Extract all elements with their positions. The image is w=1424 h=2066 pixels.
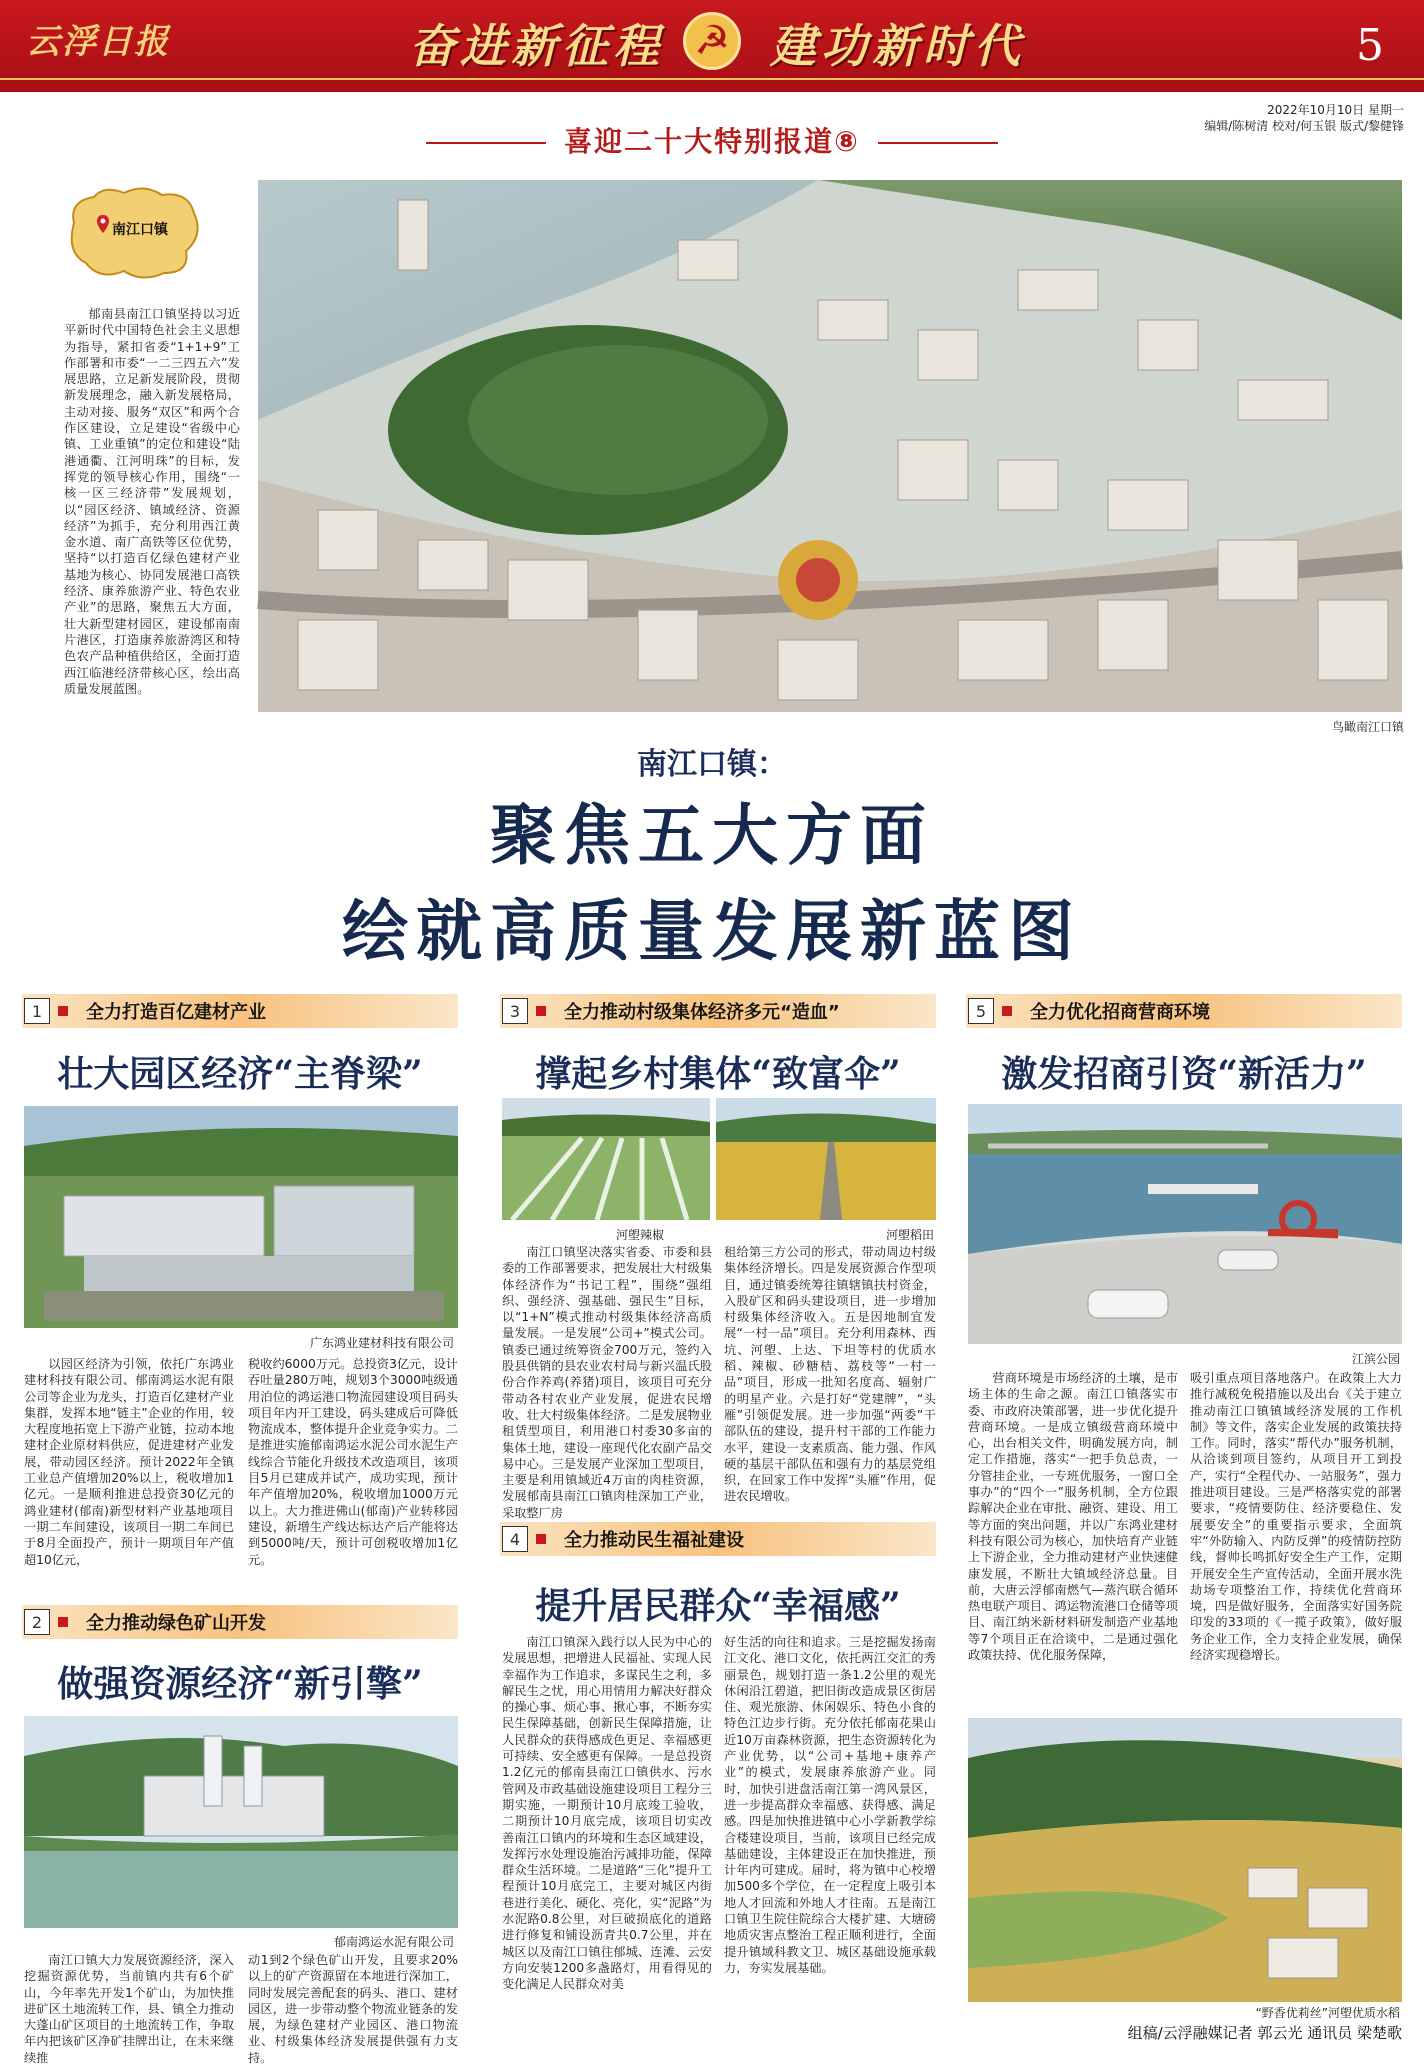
marker-icon [536,1534,546,1544]
hammer-sickle-icon: ☭ [683,12,741,70]
marker-icon [58,1617,68,1627]
section-3-text-a: 南江口镇坚决落实省委、市委和县委的工作部署要求，把发展壮大村级集体经济作为“书记工程”，围绕“强组织、强经济、强基础、强民生”目标，以“1+N”模式推动村级集体经济高质量发展。一是发展“公司+”模式公司。镇委已通过统筹资金700万元，签约入股县供销的县农业农村局与新兴温氏股份合作养鸡(养猪)项目，该项目可充分带动各村农业产业发展，促进农民增收、壮大村级集体经济。二是发展物业租赁型项目，利用港口村委30多亩的集体土地，建设一座现代化农副产品交易中心。三是发展产业深加工型项目，主要是利用镇域近4万亩的肉桂资源，发展郁南县南江口镇肉桂深加工产业，采取整厂房 [502,1245,712,1520]
section-2-text-a: 南江口镇大力发展资源经济，深入挖掘资源优势，当前镇内共有6个矿山，今年率先开发1个矿山，为加快推进矿区土地流转工作，县、镇全力推动大蓬山矿区项目的土地流转工作，争取年内把该矿区净矿挂牌出让，在未来继续推 [24,1953,234,2065]
rice-field-photo [716,1098,936,1220]
issue-date: 2022年10月10日 星期一 [1267,103,1404,117]
section-5-caption-a: 江滨公园 [1351,1352,1400,1366]
section-1-heading: 全力打造百亿建材产业 [86,1002,266,1023]
section-5-text-a: 营商环境是市场经济的土壤，是市场主体的生命之源。南江口镇落实市委、市政府决策部署，进一步优化提升营商环境。一是成立镇级营商环境中心，出台相关文件，明确发展方向，制定工作措施，落实“一把手负总责，一分管挂企业，一专班优服务，一窗口全事办”的“四个一”服务机制，全方位跟踪解决企业在审批、融资、建设、用工等方面的突出问题，并以广东鸿业建材科技有限公司为核心，加快培育产业链上下游企业，全力推动建材产业快速健康发展，不断壮大镇域经济总量。目前，大唐云浮郁南燃气—蒸汽联合循环热电联产项目、鸿运物流港口仓储等项目、南江纳米新材料研发制造产业基地等7个项目正在洽谈中，二是通过强化政策扶持、优化服务保障， [968,1371,1178,1663]
section-3-number: 3 [502,998,528,1024]
pepper-field-photo [502,1098,710,1220]
section-2-caption: 郁南鸿运水泥有限公司 [333,1935,454,1949]
section-4-number: 4 [502,1526,528,1552]
section-3-bar [500,994,936,1028]
page-number: 5 [1356,20,1384,71]
section-5-number: 5 [968,998,994,1024]
section-1-text-b: 税收约6000万元。总投资3亿元，设计吞吐量280万吨，规划3个3000吨级通用泊位的鸿运港口物流园建设项目码头项目年内开工建设，码头建成后可降低物流成本，整体提升企业竞争实力。二是推进实施郁南鸿运水泥公司水泥生产线综合节能化升级技术改造项目，该项目5月已建成并试产，成功实现，预计年产值增加20%，税收增加1000万元以上。大力推进佛山(郁南)产业转移园建设，新增生产线达标达产后产能将达到5000吨/天，预计可创税收增加1亿元。 [248,1357,458,1567]
section-3-subtitle: 撑起乡村集体“致富伞” [535,1053,901,1095]
section-5-bar [966,994,1402,1028]
article-kicker: 南江口镇： [637,747,787,782]
section-5-text-b: 吸引重点项目落地落户。在政策上大力推行减税免税措施以及出台《关于建立推动南江口镇镇域经济发展的工作机制》等文件，落实企业发展的政策扶持工作。同时，落实“帮代办”服务机制，从洽谈到项目签约，从项目开工到投产，实行“全程代办、一站服务”，强力推进项目建设。三是严格落实党的部署要求，“疫情要防住、经济要稳住、发展要安全”的重要指示要求，全面筑牢“外防输入、内防反弹”的疫情防控防线，督帅长鸣抓好安全生产工作，定期开展安全生产宣传活动，全面开展水洗劫场专项整治工作，持续优化营商环境，四是做好服务，全面落实好国务院印发的33项的《一揽子政策》，做好服务企业工作，全力支持企业发展，确保经济实现稳增长。 [1190,1371,1402,1663]
hero-caption: 鸟瞰南江口镇 [1332,720,1405,734]
section-2-subtitle: 做强资源经济“新引擎” [57,1663,423,1705]
aerial-town-photo [258,180,1402,712]
editor-credits: 编辑/陈树清 校对/何玉银 版式/黎健锋 [1204,119,1404,133]
section-1-text-a: 以园区经济为引领，依托广东鸿业建材科技有限公司、郁南鸿运水泥有限公司等企业为龙头，打造百亿建材产业集群，发挥本地“链主”企业的作用，较大程度地拓宽上下游产业链，拉动本地建材企业原材料供应，促进建材产业发展，带动园区经济。预计2022年全镇工业总产值增加20%以上，税收增加1亿元。一是顺利推进总投资30亿元的鸿业建材(郁南)新型材料产业基地项目一期二车间建设，该项目一期二车间已于8月全面投产，预计一期项目年产值超10亿元， [24,1357,234,1567]
section-3-caption-b: 河塱稻田 [885,1228,934,1242]
newspaper-name: 云浮日报 [26,22,170,62]
riverside-park-photo [968,1104,1402,1344]
section-4-text-a: 南江口镇深入践行以人民为中心的发展思想，把增进人民福祉、实现人民幸福作为工作追求，多谋民生之利，多解民生之忧，用心用情用力解决好群众的操心事、烦心事、揪心事，不断夯实民生保障基础，创新民生保障措施，让人民群众的获得感成色更足、幸福感更可持续、安全感更有保障。一是总投资1.2亿元的郁南县南江口镇供水、污水管网及市政基础设施建设项目工程分三期实施，一期预计10月底竣工验收，二期预计10月底完成，该项目切实改善南江口镇内的环境和生态区域建设，发挥污水处理设施治污减排功能，保障群众生活环境。二是道路“三化”提升工程预计10月底完工，主要对城区内街巷进行美化、硬化、亮化，实“泥路”为水泥路0.8公里，对巨破损底化的道路进行修复和铺设沥青共0.7公里，并在城区以及南江口镇往郁城、连滩、云安方向安装1200多盏路灯，用看得见的变化满足人民群众对美 [502,1635,712,1992]
main-title-line-2: 绘就高质量发展新蓝图 [342,892,1082,970]
section-2-bar [22,1605,458,1639]
section-4-bar [500,1522,936,1556]
section-1-number: 1 [24,998,50,1024]
slogan-left: 奋进新征程 [409,19,664,73]
section-1-subtitle: 壮大园区经济“主脊梁” [57,1053,423,1095]
section-5-heading: 全力优化招商营商环境 [1030,1002,1210,1023]
section-1-caption: 广东鸿业建材科技有限公司 [309,1336,454,1350]
marker-icon [536,1006,546,1016]
section-3-caption-a: 河塱辣椒 [615,1228,664,1242]
section-2-number: 2 [24,1609,50,1635]
section-2-text-b: 动1到2个绿色矿山开发，且要求20%以上的矿产资源留在本地进行深加工，同时发展完善配套的码头、港口、建材园区，进一步带动整个物流业链条的发展，为绿色建材产业园区、港口物流业、村级集体经济发展提供强有力支持。 [248,1953,458,2065]
main-title-line-1: 聚焦五大方面 [490,796,934,874]
slogan-right: 建功新时代 [770,19,1025,73]
map-label: 南江口镇 [112,222,168,238]
section-4-text-b: 好生活的向往和追求。三是挖掘发扬南江文化、港口文化，依托两江交汇的秀丽景色，规划打造一条1.2公里的观光休闲沿江碧道，把旧街改造成景区街居住、观光旅游、休闲娱乐、特色小食的特色江边步行街。充分依托郁南花果山近10万亩森林资源，把生态资源转化为产业优势，以“公司+基地+康养产业”的模式，发展康养旅游产业。同时，加快引进盘活南江第一湾风景区，进一步提高群众幸福感、获得感、满足感。四是加快推进镇中心小学新教学综合楼建设项目，当前，该项目已经完成基础建设，主体建设正在加快推进，预计年内可建成。届时，将为镇中心校增加500多个学位，在一定程度上吸引本地人才回流和外地人才往南。五是南江口镇卫生院住院综合大楼扩建、大塘磅地质灾害点整治工程正顺利进行，全面提升镇域科教文卫、城区基础设施承载力，夯实发展基础。 [724,1635,936,1975]
section-2-heading: 全力推动绿色矿山开发 [86,1613,266,1634]
factory-photo [24,1106,458,1328]
marker-icon [58,1006,68,1016]
section-4-heading: 全力推动民生福祉建设 [564,1530,744,1551]
section-4-subtitle: 提升居民群众“幸福感” [535,1585,901,1627]
section-1-bar [22,994,458,1028]
marker-icon [1002,1006,1012,1016]
paddy-village-photo [968,1718,1402,2002]
cement-plant-photo [24,1716,458,1928]
section-3-text-b: 租给第三方公司的形式，带动周边村级集体经济增长。四是发展资源合作型项目，通过镇委统筹往镇辖镇扶村资金，入股矿区和码头建设项目，进一步增加村级集体经济收入。五是因地制宜发展“一村一品”项目。充分利用森林、西坑、河塱、上达、下坦等村的优质水稻、辣椒、砂糖桔、荔枝等“一村一品”项目，形成一批知名度高、辐射广的明星产业。六是打好“党建牌”，“头雁”引领促发展。进一步加强“两委”干部队伍的建设，提升村干部的工作能力水平，建设一支素质高、能力强、作风硬的基层干部队伍和强有力的基层党组织，在回家工作中发挥“头雁”作用，促进农民增收。 [724,1245,936,1504]
location-pin-icon [96,214,110,234]
section-5-caption-b: “野香优莉丝”河塱优质水稻 [1255,2006,1400,2020]
section-5-subtitle: 激发招商引资“新活力” [1001,1053,1367,1095]
intro-paragraph: 郁南县南江口镇坚持以习近平新时代中国特色社会主义思想为指导，紧扣省委“1+1+9”工作部署和市委“一二三四五六”发展思路，立足新发展阶段，贯彻新发展理念，融入新发展格局，主动对接、服务“双区”和两个合作区建设，立足建设“省级中心镇、工业重镇”的定位和建设“陆港通衢、江河明珠”的目标，发挥党的领导核心作用，围绕“一核一区三经济带”发展规划，以“园区经济、镇域经济、资源经济”为抓手，充分利用西江黄金水道、南广高铁等区位优势，坚持“以打造百亿绿色建材产业基地为核心、协同发展港口高铁经济、康养旅游产业、特色农业产业”的思路，聚焦五大方面，壮大新型建材园区，建设郁南南片港区，打造康养旅游湾区和特色农产品种植供给区，全面打造西江临港经济带核心区，绘出高质量发展蓝图。 [64,307,240,696]
special-report-title: 喜迎二十大特别报道⑧ [0,120,1424,160]
byline: 组稿/云浮融媒记者 郭云光 通讯员 梁楚歌 [1127,2024,1402,2042]
section-3-heading: 全力推动村级集体经济多元“造血” [564,1002,840,1023]
